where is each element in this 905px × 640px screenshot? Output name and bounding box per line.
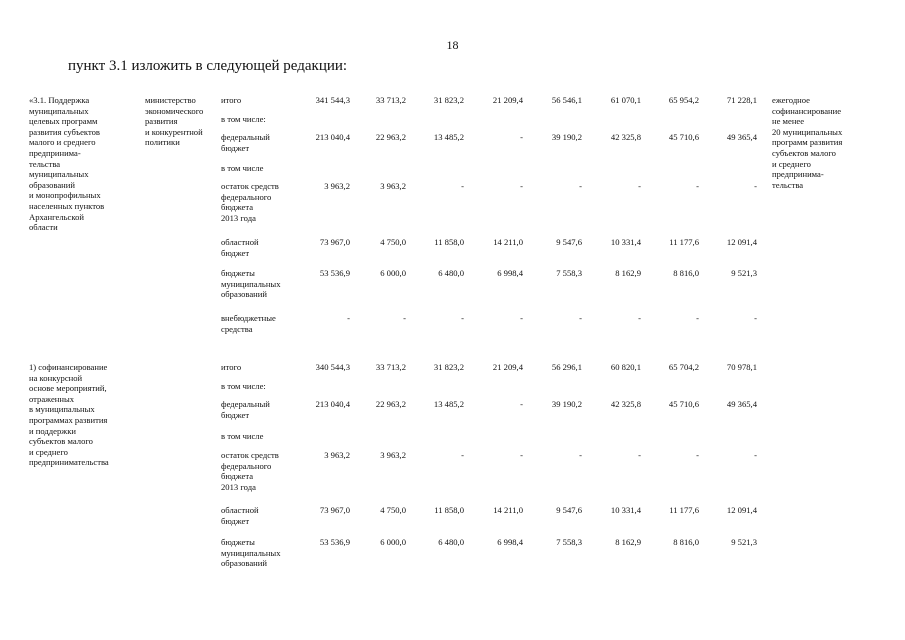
value-cell: - [520,313,523,323]
value-cell: 39 190,2 [551,399,582,409]
value-cell: 9 547,6 [556,237,582,247]
page-heading: пункт 3.1 изложить в следующей редакции: [68,58,348,74]
value-cell: 3 963,2 [324,450,350,460]
value-cell: 53 536,9 [319,268,350,278]
value-cell: 10 331,4 [610,237,641,247]
value-cell: 9 547,6 [556,505,582,515]
value-cell: 6 480,0 [438,268,464,278]
value-cell: 6 480,0 [438,537,464,547]
value-cell: 11 177,6 [669,505,699,515]
value-cell: 14 211,0 [493,237,523,247]
value-cell: - [638,181,641,191]
value-cell: 33 713,2 [375,362,406,372]
value-cell: - [520,181,523,191]
value-cell: 53 536,9 [319,537,350,547]
value-cell: 45 710,6 [668,399,699,409]
value-cell: 39 190,2 [551,132,582,142]
value-cell: 65 704,2 [668,362,699,372]
value-cell: 4 750,0 [380,237,406,247]
value-cell: 49 365,4 [726,132,757,142]
value-cell: 71 228,1 [726,95,757,105]
block1-description: «3.1. Поддержка муниципальных целевых программ развития субъектов малого и среднего предпринима- тельства муниципальных образований и монопрофильных населенных пунктов Архангельской области [29,95,105,233]
value-cell: - [520,399,523,409]
value-cell: 70 978,1 [726,362,757,372]
value-cell: - [754,181,757,191]
value-cell: 65 954,2 [668,95,699,105]
value-cell: 22 963,2 [375,132,406,142]
value-cell: 31 823,2 [433,95,464,105]
row-label: остаток средств федерального бюджета 2013 года [221,450,279,492]
value-cell: - [754,313,757,323]
value-cell: 11 858,0 [434,237,464,247]
value-cell: 12 091,4 [726,237,757,247]
block1-organization: министерство экономического развития и конкурентной политики [145,95,204,148]
value-cell: 341 544,3 [315,95,350,105]
value-cell: 4 750,0 [380,505,406,515]
value-cell: 7 558,3 [556,268,582,278]
value-cell: 340 544,3 [315,362,350,372]
row-label: в том числе: [221,114,266,124]
value-cell: 21 209,4 [492,362,523,372]
value-cell: 13 485,2 [433,399,464,409]
value-cell: 56 546,1 [551,95,582,105]
value-cell: 9 521,3 [731,537,757,547]
value-cell: - [579,313,582,323]
value-cell: 6 998,4 [497,268,523,278]
row-label: областной бюджет [221,505,259,526]
value-cell: - [754,450,757,460]
value-cell: 8 162,9 [615,268,641,278]
value-cell: - [638,450,641,460]
value-cell: 49 365,4 [726,399,757,409]
value-cell: 22 963,2 [375,399,406,409]
value-cell: - [347,313,350,323]
value-cell: 42 325,8 [610,132,641,142]
value-cell: 31 823,2 [433,362,464,372]
value-cell: 8 816,0 [673,268,699,278]
row-label: внебюджетные средства [221,313,276,334]
value-cell: 8 162,9 [615,537,641,547]
value-cell: 45 710,6 [668,132,699,142]
value-cell: 10 331,4 [610,505,641,515]
value-cell: - [696,181,699,191]
value-cell: 9 521,3 [731,268,757,278]
row-label: в том числе [221,431,264,441]
value-cell: 61 070,1 [610,95,641,105]
value-cell: - [579,450,582,460]
value-cell: - [696,450,699,460]
row-label: в том числе: [221,381,266,391]
value-cell: 3 963,2 [380,450,406,460]
value-cell: 60 820,1 [610,362,641,372]
value-cell: 73 967,0 [319,237,350,247]
value-cell: 33 713,2 [375,95,406,105]
value-cell: 14 211,0 [493,505,523,515]
row-label: федеральный бюджет [221,399,270,420]
block1-note: ежегодное софинансирование не менее 20 муниципальных программ развития субъектов малого и среднего предпринима- тельства [772,95,843,190]
value-cell: 3 963,2 [380,181,406,191]
value-cell: 11 177,6 [669,237,699,247]
value-cell: 21 209,4 [492,95,523,105]
row-label: остаток средств федерального бюджета 2013 года [221,181,279,223]
row-label: итого [221,95,242,105]
value-cell: 12 091,4 [726,505,757,515]
value-cell: 73 967,0 [319,505,350,515]
value-cell: - [461,450,464,460]
value-cell: 6 000,0 [380,537,406,547]
value-cell: - [461,181,464,191]
value-cell: 13 485,2 [433,132,464,142]
value-cell: 6 998,4 [497,537,523,547]
page-number: 18 [446,38,459,52]
value-cell: 42 325,8 [610,399,641,409]
value-cell: - [461,313,464,323]
row-label: бюджеты муниципальных образований [221,537,281,569]
value-cell: 7 558,3 [556,537,582,547]
value-cell: - [520,132,523,142]
value-cell: - [579,181,582,191]
row-label: федеральный бюджет [221,132,270,153]
value-cell: 213 040,4 [315,132,350,142]
value-cell: - [403,313,406,323]
row-label: областной бюджет [221,237,259,258]
value-cell: 56 296,1 [551,362,582,372]
value-cell: - [520,450,523,460]
value-cell: 213 040,4 [315,399,350,409]
row-label: бюджеты муниципальных образований [221,268,281,300]
value-cell: - [638,313,641,323]
block2-description: 1) софинансирование на конкурсной основе мероприятий, отраженных в муниципальных программах развития и поддержки субъектов малого и среднего предпринимательства [29,362,109,468]
row-label: итого [221,362,242,372]
value-cell: 6 000,0 [380,268,406,278]
value-cell: 11 858,0 [434,505,464,515]
value-cell: - [696,313,699,323]
row-label: в том числе [221,163,264,173]
value-cell: 8 816,0 [673,537,699,547]
value-cell: 3 963,2 [324,181,350,191]
